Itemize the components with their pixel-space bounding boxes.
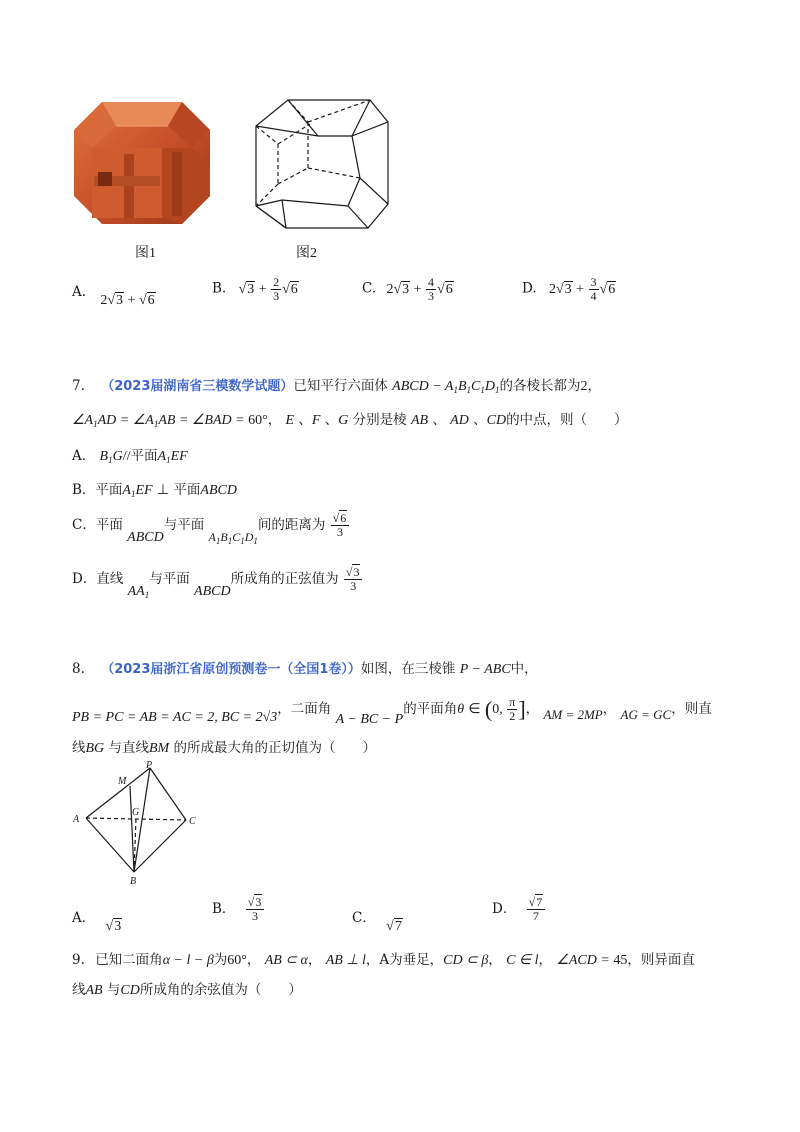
q9-stem-line2: 线AB 与CD所成角的余弦值为（ ）: [72, 982, 302, 998]
figure-2-caption: 图2: [296, 246, 317, 261]
question-number: 9.: [72, 952, 85, 968]
question-source[interactable]: （2023届湖南省三模数学试题）: [101, 379, 294, 394]
q7-stem-line1: 7. （2023届湖南省三模数学试题）已知平行六面体 ABCD − $A_1B_1C_1D_1$的各棱长都为2，: [72, 378, 602, 395]
figure-1-caption: 图1: [135, 246, 156, 261]
q7-option-d[interactable]: D．直线 $AA_1$与平面 ABCD所成角的正弦值为 $\frac{√3}{3}$: [72, 566, 363, 593]
question-number: 7.: [72, 378, 85, 394]
q7-option-a[interactable]: A． $B_1G//$平面$A_1EF$: [72, 448, 188, 465]
q8-stem-line3: 线BG 与直线BM 的所成最大角的正切值为（ ）: [72, 740, 376, 756]
label-b: B: [130, 876, 137, 887]
q8-option-b[interactable]: B． $\frac{√3}{3}$: [212, 896, 265, 923]
question-source[interactable]: （2023届浙江省原创预测卷一（全国1卷））: [101, 662, 361, 677]
q8-option-c[interactable]: C． √7: [352, 910, 402, 934]
q6-option-c[interactable]: C. 2√3 + $\frac{4}{3}$ √6: [362, 275, 453, 303]
q6-option-a[interactable]: A. 2√3 + √6: [72, 284, 155, 308]
q7-stem-line2: $\angle A_1AD$ = $\angle A_1AB$ = ∠BAD = 60°， E 、F 、G 分别是棱 AB 、 AD 、CD的中点，则（ ）: [72, 412, 628, 429]
label-a: A: [73, 814, 80, 825]
q8-tetrahedron-figure: [70, 760, 210, 888]
label-c: C: [189, 816, 196, 827]
q6-option-b[interactable]: B. √3 + $\frac{2}{3}$ √6: [212, 275, 298, 303]
figure-2-polyhedron-diagram: [248, 96, 392, 232]
q9-stem-line1: 9. 已知二面角α − l − β为60°， AB ⊂ α， AB ⊥ l，A为垂足，CD ⊂ β， C ∈ l， ∠ACD = 45，则异面直: [72, 952, 695, 968]
q8-option-d[interactable]: D． $\frac{√7}{7}$: [492, 896, 546, 923]
figure-1-wooden-puzzle: [72, 96, 212, 228]
option-letter: B.: [212, 280, 227, 297]
option-letter: D.: [522, 280, 537, 297]
label-g: G: [132, 807, 140, 818]
label-p: P: [146, 760, 153, 771]
q7-option-b[interactable]: B．平面$A_1EF$ ⊥ 平面ABCD: [72, 482, 237, 499]
q6-option-d[interactable]: D. 2√3 + $\frac{3}{4}$ √6: [522, 275, 616, 303]
label-m: M: [118, 776, 127, 787]
option-letter: A.: [72, 284, 87, 300]
option-letter: C.: [362, 280, 377, 297]
q8-stem-line1: 8. （2023届浙江省原创预测卷一（全国1卷））如图，在三棱锥 P − ABC中，: [72, 661, 538, 677]
q7-option-c[interactable]: C．平面 ABCD与平面 $A_1B_1C_1D_1$间的距离为 $\frac{√6}{3}$: [72, 512, 350, 539]
q8-option-a[interactable]: A． √3: [72, 910, 122, 934]
question-number: 8.: [72, 661, 85, 677]
q8-stem-line2: PB = PC = AB = AC = 2, BC = 2√3，二面角 A − BC − P的平面角θ ∈ (0, $\frac{\pi}{2}$ ]， AM = 2MP， AG = GC，则直: [72, 695, 712, 727]
